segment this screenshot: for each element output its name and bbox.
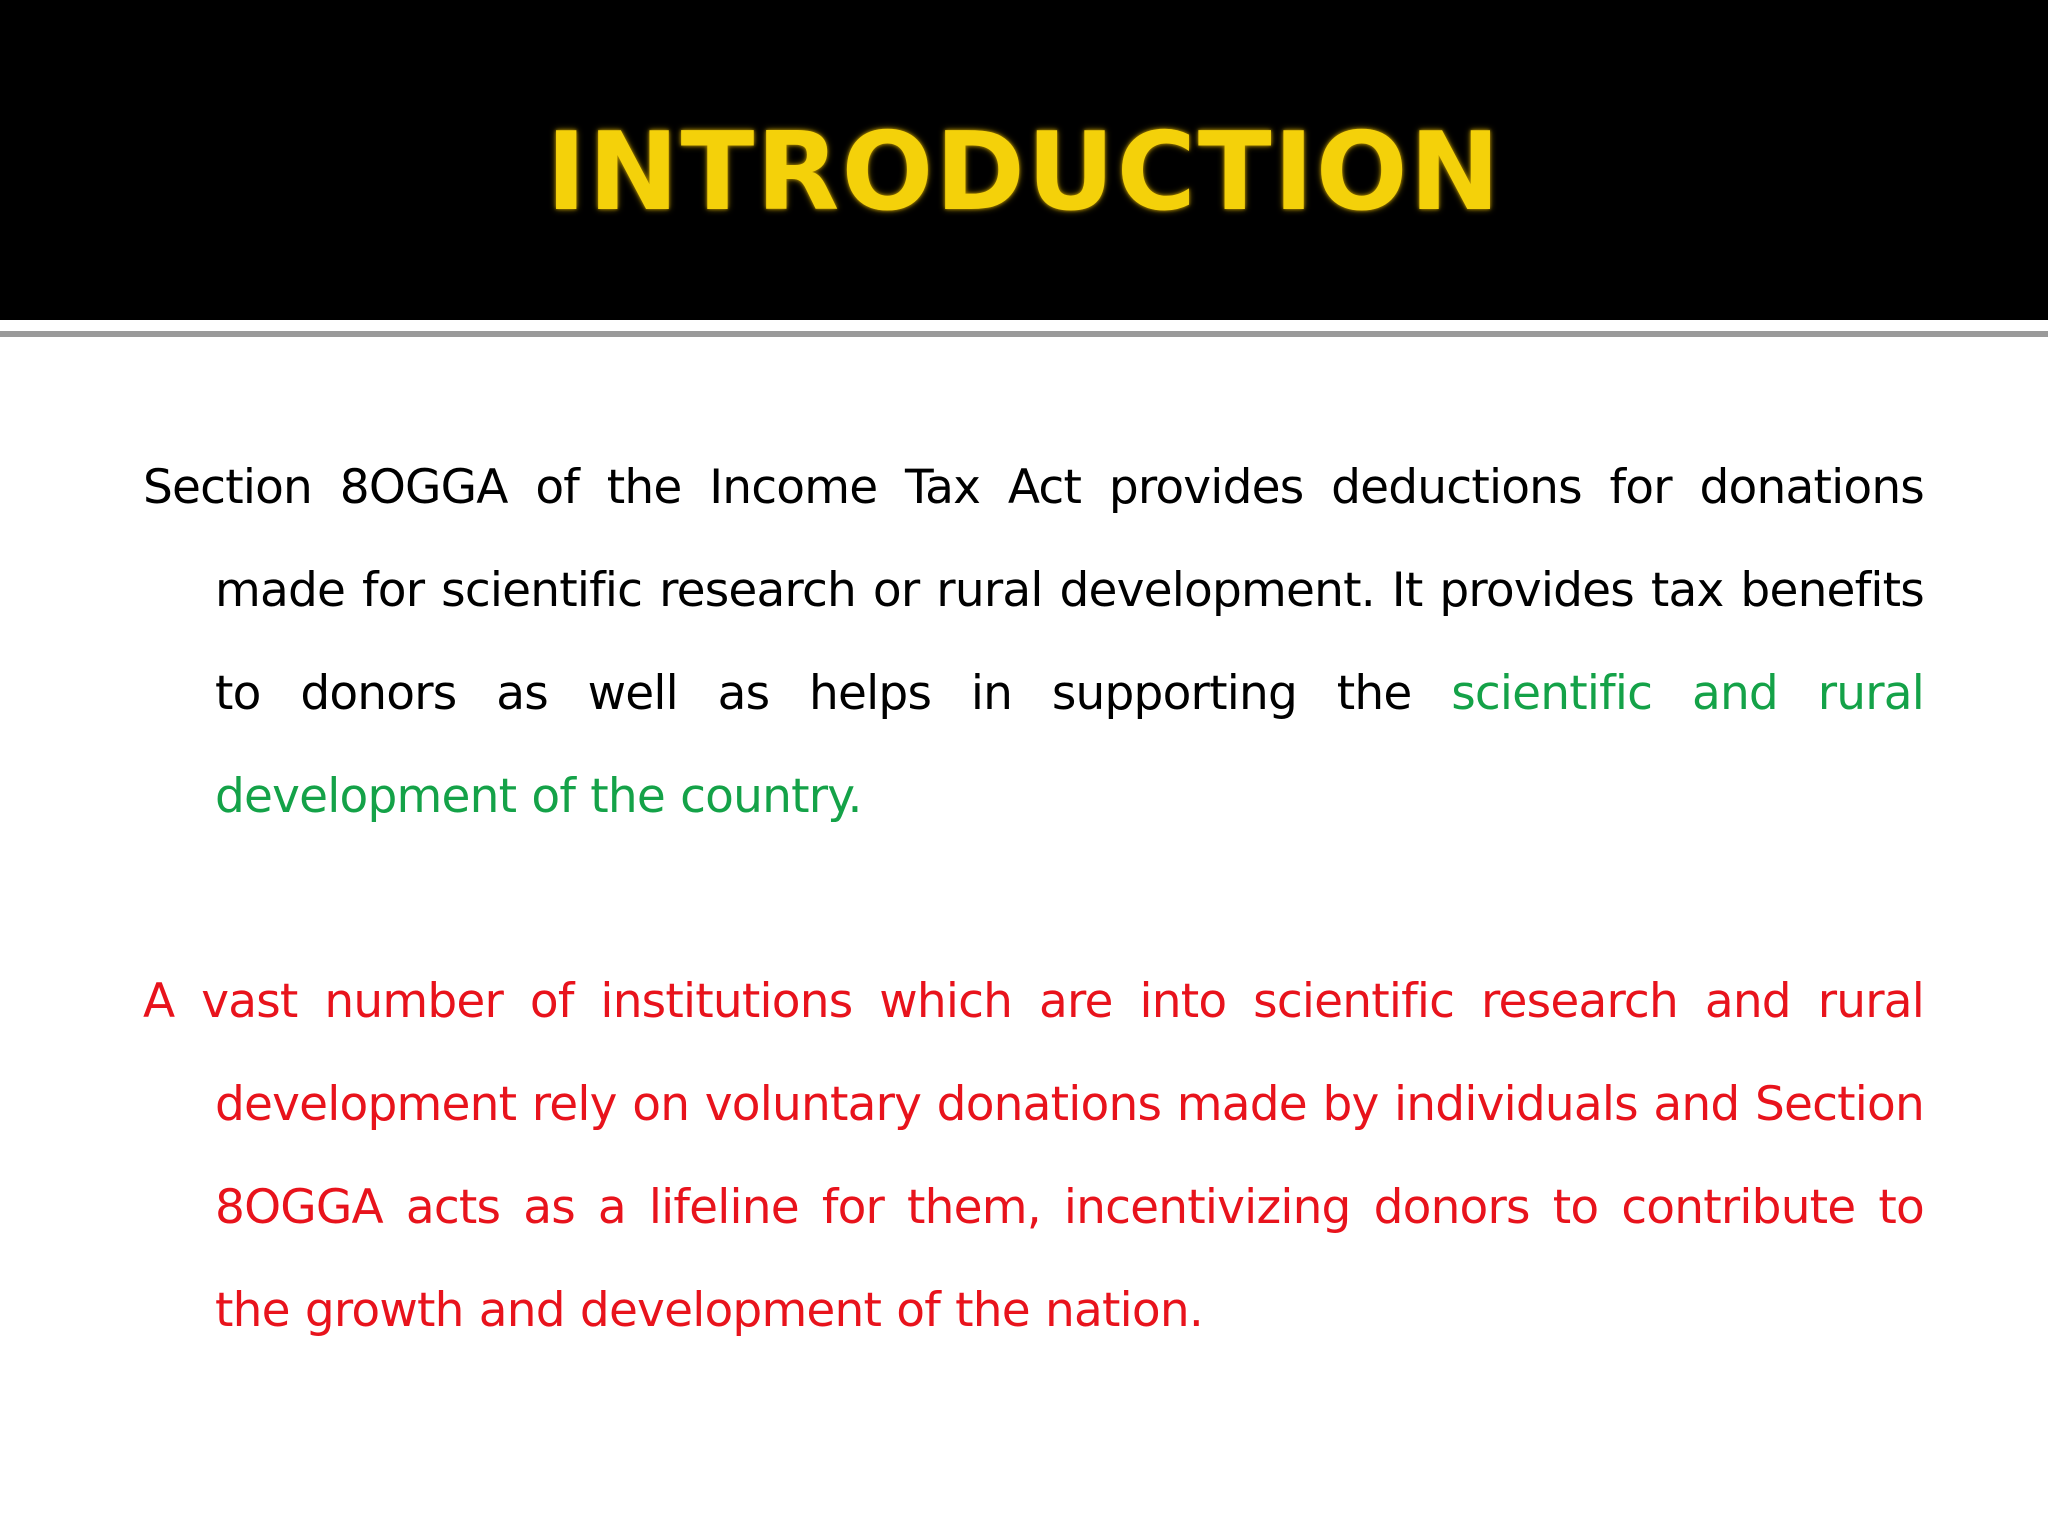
- slide-title: INTRODUCTION: [546, 110, 1502, 235]
- paragraph-institutions: A vast number of institutions which are into scientific research and rural development rely on voluntary donations made by individuals and Section 8OGGA acts as a lifeline for them, incentivizing donors to contribute to the growth and development of the nation.: [143, 974, 1924, 1338]
- paragraph-intro: [143, 436, 1924, 848]
- paragraph-intro-highlight: scientific and rural development of the country.: [215, 666, 1924, 824]
- slide-body: [143, 436, 1924, 1362]
- divider-line: [0, 331, 2048, 337]
- title-banner: [0, 0, 2048, 320]
- paragraph-intro-text: Section 8OGGA of the Income Tax Act provides deductions for donations made for scientific research or rural development. It provides tax benefits to donors as well as helps in supporting the: [143, 460, 1924, 721]
